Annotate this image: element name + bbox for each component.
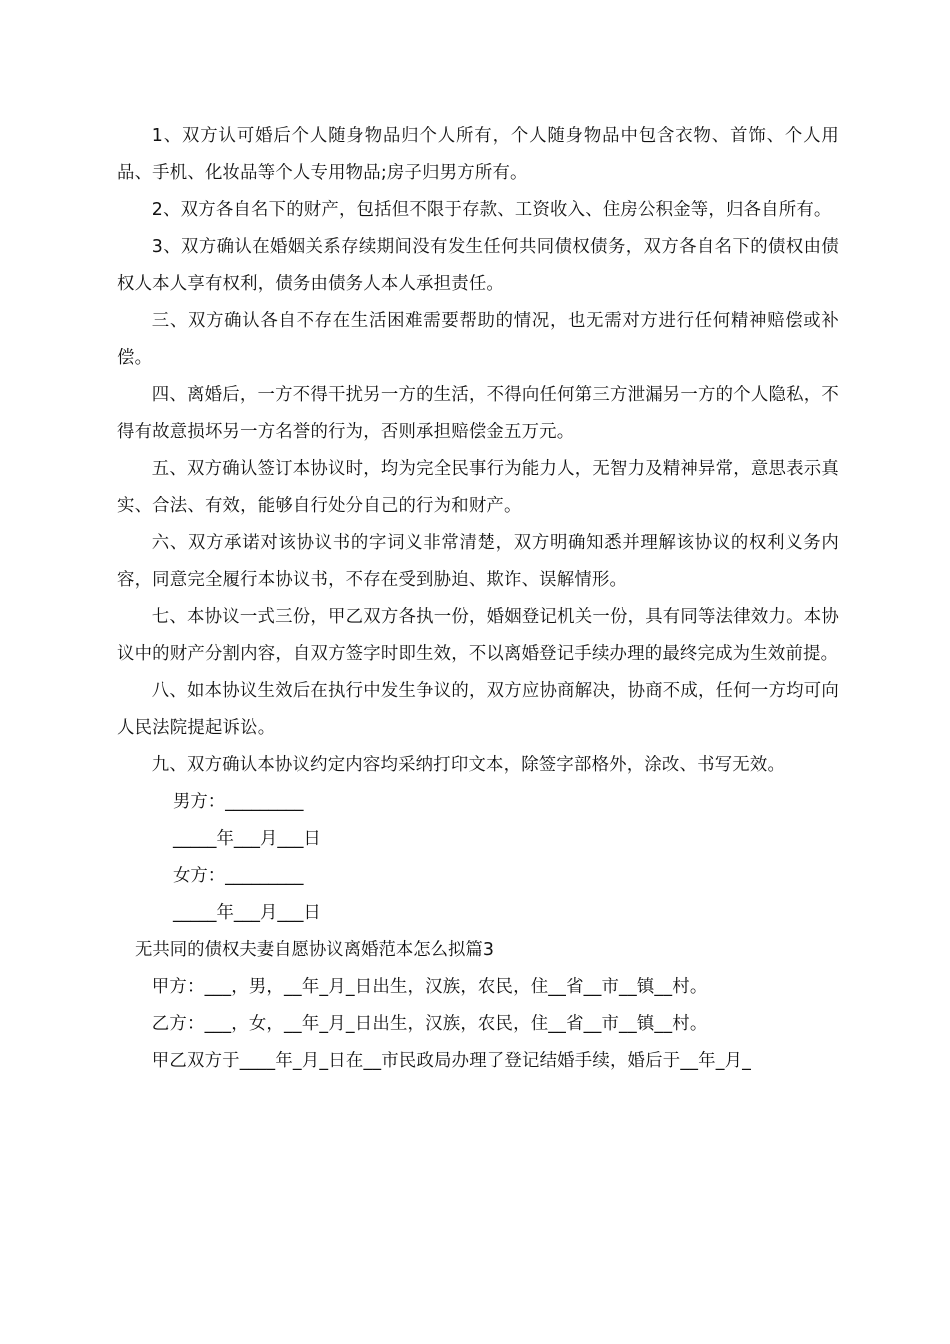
- party-a-info: 甲方：___，男，__年_月_日出生，汉族，农民，住__省__市__镇__村。: [151, 977, 708, 997]
- clause-four-privacy: 四、离婚后，一方不得干扰另一方的生活，不得向任何第三方泄漏另一方的个人隐私，不得有故意损坏另一方名誉的行为，否则承担赔偿金五万元。: [117, 385, 839, 442]
- marriage-registration-line: 甲乙双方于____年_月_日在__市民政局办理了登记结婚手续，婚后于__年_月_: [151, 1051, 752, 1071]
- clause-nine-printed-text: 九、双方确认本协议约定内容均采纳打印文本，除签字部格外，涂改、书写无效。: [151, 755, 786, 775]
- female-date-line: _____年___月___日: [173, 903, 321, 923]
- clause-3-debts: 3、双方确认在婚姻关系存续期间没有发生任何共同债权债务，双方各自名下的债权由债权人本人享有权利，债务由债务人本人承担责任。: [117, 237, 839, 294]
- document-body: [117, 118, 839, 1080]
- male-signature-line: 男方：_________: [173, 792, 304, 812]
- clause-five-capacity: 五、双方确认签订本协议时，均为完全民事行为能力人，无智力及精神异常，意思表示真实、合法、有效，能够自行处分自己的行为和财产。: [117, 459, 839, 516]
- clause-seven-copies: 七、本协议一式三份，甲乙双方各执一份，婚姻登记机关一份，具有同等法律效力。本协议中的财产分割内容，自双方签字时即生效，不以离婚登记手续办理的最终完成为生效前提。: [117, 607, 839, 664]
- male-date-line: _____年___月___日: [173, 829, 321, 849]
- clause-three-no-compensation: 三、双方确认各自不存在生活困难需要帮助的情况，也无需对方进行任何精神赔偿或补偿。: [117, 311, 839, 368]
- party-b-info: 乙方：___，女，__年_月_日出生，汉族，农民，住__省__市__镇__村。: [151, 1014, 708, 1034]
- clause-2-separate-property: 2、双方各自名下的财产，包括但不限于存款、工资收入、住房公积金等，归各自所有。: [151, 200, 832, 220]
- clause-six-understanding: 六、双方承诺对该协议书的字词义非常清楚，双方明确知悉并理解该协议的权利义务内容，同意完全履行本协议书，不存在受到胁迫、欺诈、误解情形。: [117, 533, 839, 590]
- section-title: 无共同的债权夫妻自愿协议离婚范本怎么拟篇3: [135, 940, 494, 960]
- female-signature-line: 女方：_________: [173, 866, 304, 886]
- clause-1-personal-items: 1、双方认可婚后个人随身物品归个人所有，个人随身物品中包含衣物、首饰、个人用品、手机、化妆品等个人专用物品;房子归男方所有。: [117, 126, 839, 183]
- clause-eight-disputes: 八、如本协议生效后在执行中发生争议的，双方应协商解决，协商不成，任何一方均可向人民法院提起诉讼。: [117, 681, 839, 738]
